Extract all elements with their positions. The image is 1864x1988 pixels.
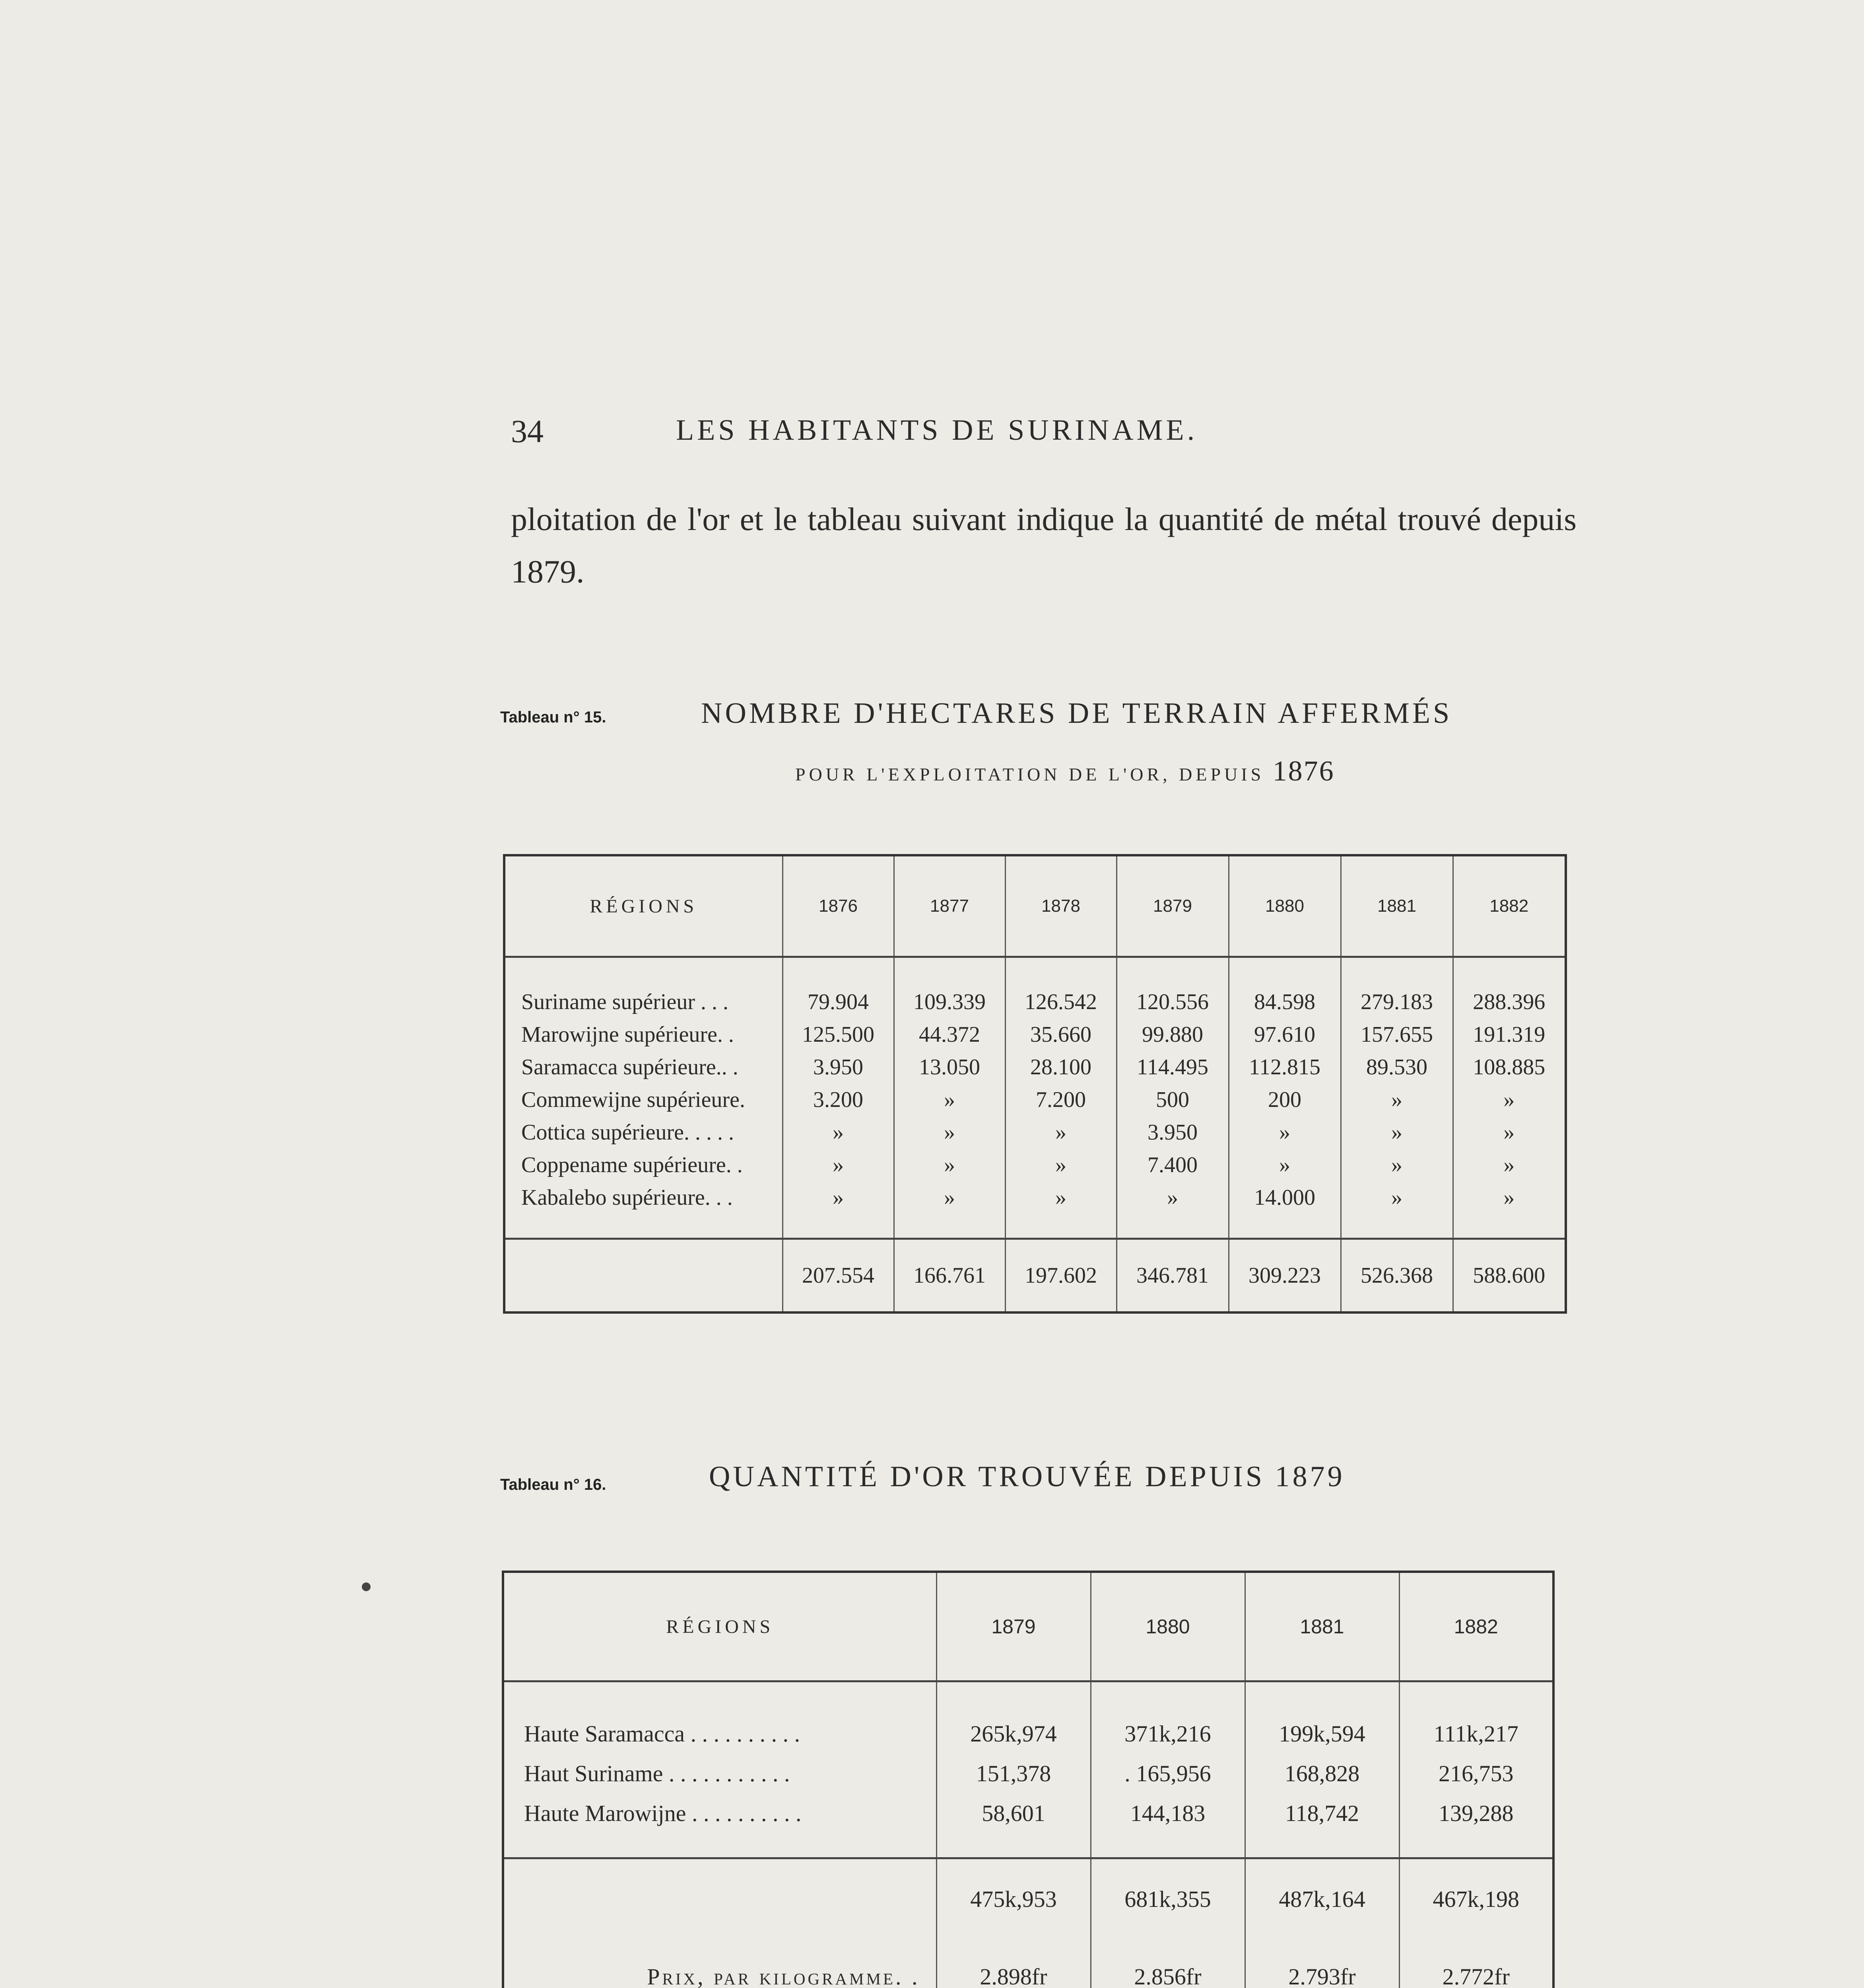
region-name: Haute Saramacca . . . . . . . . . . xyxy=(524,1721,800,1747)
year-header: 1882 xyxy=(1399,1572,1553,1681)
values-1880 xyxy=(1229,957,1341,1239)
cell-value: » xyxy=(1391,1153,1402,1177)
cell-value: . 165,956 xyxy=(1124,1761,1211,1786)
values-1881 xyxy=(1245,1681,1399,1858)
table16-title-text: QUANTITÉ D'OR TROUVÉE DEPUIS xyxy=(709,1460,1265,1493)
year-header: 1881 xyxy=(1341,855,1453,957)
cell-value: 200 xyxy=(1268,1087,1301,1112)
total-value: 588.600 xyxy=(1453,1239,1566,1313)
year-header: 1877 xyxy=(894,855,1005,957)
total-value: 309.223 xyxy=(1229,1239,1341,1313)
values-1879 xyxy=(1116,957,1229,1239)
region-name: Haute Marowijne . . . . . . . . . . xyxy=(524,1800,802,1826)
cell-value: 35.660 xyxy=(1030,1022,1091,1047)
cell-value: 109.339 xyxy=(913,990,986,1014)
cell-value: » xyxy=(1055,1153,1066,1177)
table16-title-year: 1879 xyxy=(1275,1460,1345,1493)
year-header: 1879 xyxy=(1116,855,1229,957)
region-names xyxy=(504,957,782,1239)
table15-label: Tableau n° 15. xyxy=(500,709,606,726)
cell-value: 89.530 xyxy=(1366,1055,1427,1079)
weight-total: 681k,355 xyxy=(1091,1858,1245,1939)
cell-value: 84.598 xyxy=(1254,990,1315,1014)
cell-value: 7.400 xyxy=(1148,1153,1198,1177)
cell-value: » xyxy=(833,1153,844,1177)
table16-label: Tableau n° 16. xyxy=(500,1476,606,1493)
values-1881 xyxy=(1341,957,1453,1239)
table16-title xyxy=(709,1460,1345,1494)
page-number: 34 xyxy=(511,413,544,449)
cell-value: 79.904 xyxy=(808,990,869,1014)
cell-value: 28.100 xyxy=(1030,1055,1091,1079)
year-header: 1879 xyxy=(936,1572,1091,1681)
year-header: 1881 xyxy=(1245,1572,1399,1681)
cell-value: 279.183 xyxy=(1361,990,1433,1014)
cell-value: 191.319 xyxy=(1473,1022,1546,1047)
cell-value: 13.050 xyxy=(919,1055,980,1079)
region-name: Coppename supérieure. . xyxy=(521,1153,743,1177)
cell-value: 112.815 xyxy=(1249,1055,1320,1079)
table-16 xyxy=(502,1571,1555,1988)
cell-value: » xyxy=(1503,1120,1515,1145)
cell-value: » xyxy=(1055,1120,1066,1145)
values-1882 xyxy=(1453,957,1566,1239)
cell-value: » xyxy=(944,1153,955,1177)
cell-value: » xyxy=(1167,1185,1178,1210)
cell-value: 44.372 xyxy=(919,1022,980,1047)
cell-value: » xyxy=(1391,1087,1402,1112)
cell-value: 111k,217 xyxy=(1433,1721,1518,1747)
intro-paragraph: ploitation de l'or et le tableau suivant indique la quantité de métal trouvé depuis 1879. xyxy=(511,501,1577,590)
cell-value: 3.950 xyxy=(813,1055,863,1079)
cell-value: 144,183 xyxy=(1130,1800,1206,1826)
cell-value: » xyxy=(1391,1120,1402,1145)
ink-speck xyxy=(362,1582,371,1591)
total-value: 166.761 xyxy=(894,1239,1005,1313)
total-value: 526.368 xyxy=(1341,1239,1453,1313)
year-header: 1878 xyxy=(1005,855,1116,957)
cell-value: 168,828 xyxy=(1284,1761,1360,1786)
price-per-kg: 2.856fr xyxy=(1091,1939,1245,1988)
cell-value: 265k,974 xyxy=(970,1721,1057,1747)
cell-value: » xyxy=(944,1120,955,1145)
cell-value: 125.500 xyxy=(802,1022,874,1047)
region-name: Saramacca supérieure.. . xyxy=(521,1055,738,1079)
year-header: 1880 xyxy=(1091,1572,1245,1681)
cell-value: 126.542 xyxy=(1025,990,1097,1014)
year-header: 1882 xyxy=(1453,855,1566,957)
cell-value: 216,753 xyxy=(1439,1761,1514,1786)
cell-value: 157.655 xyxy=(1361,1022,1433,1047)
price-per-kg: 2.772fr xyxy=(1399,1939,1553,1988)
values-1879 xyxy=(936,1681,1091,1858)
total-value: 197.602 xyxy=(1005,1239,1116,1313)
values-1877 xyxy=(894,957,1005,1239)
cell-value: 120.556 xyxy=(1136,990,1209,1014)
cell-value: » xyxy=(1279,1153,1290,1177)
region-name: Suriname supérieur . . . xyxy=(521,990,728,1014)
total-blank xyxy=(504,1239,782,1313)
region-name: Cottica supérieure. . . . . xyxy=(521,1120,734,1145)
values-1880 xyxy=(1091,1681,1245,1858)
price-per-kg: 2.793fr xyxy=(1245,1939,1399,1988)
cell-value: 151,378 xyxy=(976,1761,1051,1786)
cell-value: » xyxy=(944,1185,955,1210)
price-per-kg-label: Prix, par kilogramme. . xyxy=(647,1963,920,1988)
weight-total: 475k,953 xyxy=(936,1858,1091,1939)
values-1882 xyxy=(1399,1681,1553,1858)
regions-header: RÉGIONS xyxy=(503,1572,936,1681)
cell-value: » xyxy=(1503,1087,1515,1112)
values-1876 xyxy=(782,957,894,1239)
table15-subtitle-year: 1876 xyxy=(1272,755,1335,787)
region-name: Kabalebo supérieure. . . xyxy=(521,1185,733,1210)
cell-value: 108.885 xyxy=(1473,1055,1546,1079)
weight-total: 487k,164 xyxy=(1245,1858,1399,1939)
table15-subtitle xyxy=(795,755,1335,788)
cell-value: 3.200 xyxy=(813,1087,863,1112)
cell-value: 114.495 xyxy=(1137,1055,1208,1079)
cell-value: 97.610 xyxy=(1254,1022,1315,1047)
cell-value: » xyxy=(1279,1120,1290,1145)
cell-value: 118,742 xyxy=(1285,1800,1359,1826)
cell-value: 58,601 xyxy=(982,1800,1045,1826)
cell-value: 500 xyxy=(1156,1087,1189,1112)
cell-value: » xyxy=(1503,1153,1515,1177)
cell-value: 288.396 xyxy=(1473,990,1546,1014)
cell-value: » xyxy=(1503,1185,1515,1210)
price-per-kg: 2.898fr xyxy=(936,1939,1091,1988)
cell-value: 199k,594 xyxy=(1279,1721,1365,1747)
cell-value: 139,288 xyxy=(1439,1800,1514,1826)
region-names xyxy=(503,1681,936,1858)
cell-value: 3.950 xyxy=(1148,1120,1198,1145)
cell-value: » xyxy=(833,1120,844,1145)
table15-subtitle-text: POUR L'EXPLOITATION DE L'OR, DEPUIS xyxy=(795,764,1265,784)
cell-value: » xyxy=(833,1185,844,1210)
total-value: 207.554 xyxy=(782,1239,894,1313)
regions-header: RÉGIONS xyxy=(504,855,782,957)
year-header: 1880 xyxy=(1229,855,1341,957)
table-15 xyxy=(503,854,1567,1314)
cell-value: » xyxy=(944,1087,955,1112)
values-1878 xyxy=(1005,957,1116,1239)
cell-value: 371k,216 xyxy=(1124,1721,1211,1747)
year-header: 1876 xyxy=(782,855,894,957)
region-name: Commewijne supérieure. xyxy=(521,1087,745,1112)
region-name: Haut Suriname . . . . . . . . . . . xyxy=(524,1761,790,1786)
cell-value: » xyxy=(1391,1185,1402,1210)
cell-value: 99.880 xyxy=(1142,1022,1203,1047)
region-name: Marowijne supérieure. . xyxy=(521,1022,734,1047)
table15-title: NOMBRE D'HECTARES DE TERRAIN AFFERMÉS xyxy=(701,697,1452,730)
cell-value: » xyxy=(1055,1185,1066,1210)
total-value: 346.781 xyxy=(1116,1239,1229,1313)
cell-value: 14.000 xyxy=(1254,1185,1315,1210)
cell-value: 7.200 xyxy=(1036,1087,1086,1112)
totals-blank xyxy=(503,1858,936,1939)
weight-total: 467k,198 xyxy=(1399,1858,1553,1939)
running-title: LES HABITANTS DE SURINAME. xyxy=(676,414,1198,447)
